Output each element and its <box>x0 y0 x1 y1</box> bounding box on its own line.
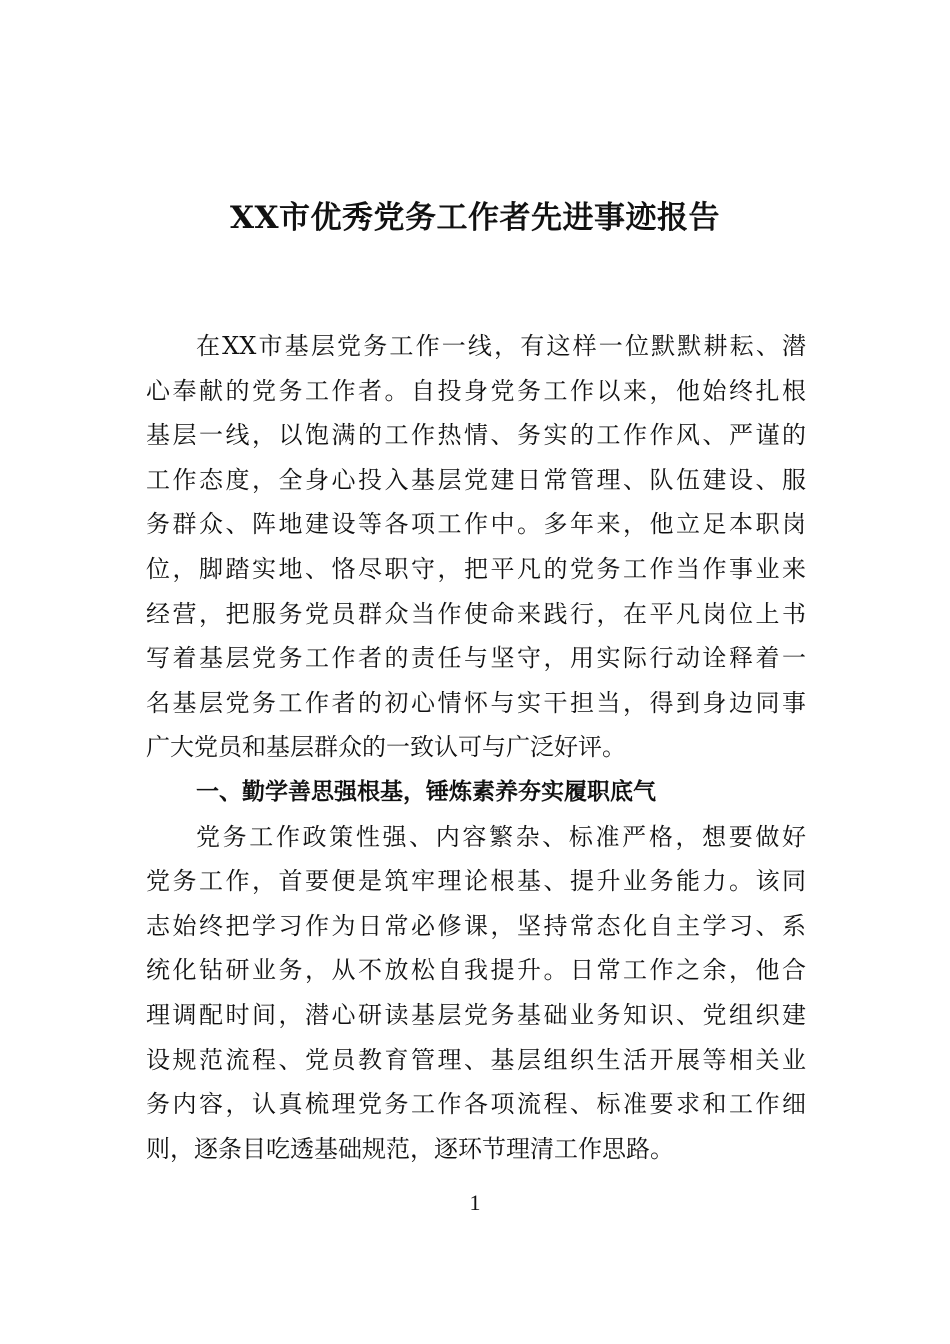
paragraph-line: 在XX市基层党务工作一线，有这样一位默默耕耘、潜 <box>196 332 806 360</box>
paragraph-line: 心奉献的党务工作者。自投身党务工作以来，他始终扎根 <box>146 376 806 405</box>
paragraph-line: 写着基层党务工作者的责任与坚守，用实际行动诠释着一 <box>146 644 806 673</box>
paragraph-line: 党务工作，首要便是筑牢理论根基、提升业务能力。该同 <box>146 867 806 896</box>
page-number: 1 <box>469 1190 481 1215</box>
paragraph-line: 经营，把服务党员群众当作使命来践行，在平凡岗位上书 <box>146 599 806 628</box>
paragraph-line: 位，脚踏实地、恪尽职守，把平凡的党务工作当作事业来 <box>146 554 806 583</box>
paragraph-line: 广大党员和基层群众的一致认可与广泛好评。 <box>146 733 626 762</box>
paragraph-line: 名基层党务工作者的初心情怀与实干担当，得到身边同事 <box>146 688 806 717</box>
intro-paragraph <box>146 324 806 770</box>
paragraph-line: 务内容，认真梳理党务工作各项流程、标准要求和工作细 <box>146 1090 806 1119</box>
paragraph-line: 工作态度，全身心投入基层党建日常管理、队伍建设、服 <box>146 465 806 494</box>
paragraph-line: 设规范流程、党员教育管理、基层组织生活开展等相关业 <box>146 1045 806 1074</box>
document-title: XX市优秀党务工作者先进事迹报告 <box>229 200 721 236</box>
document-body <box>146 324 806 1171</box>
paragraph-line: 志始终把学习作为日常必修课，坚持常态化自主学习、系 <box>146 911 806 940</box>
paragraph-line: 务群众、阵地建设等各项工作中。多年来，他立足本职岗 <box>146 510 806 539</box>
paragraph-line: 党务工作政策性强、内容繁杂、标准严格，想要做好 <box>196 822 806 851</box>
paragraph-line: 则，逐条目吃透基础规范，逐环节理清工作思路。 <box>146 1134 674 1163</box>
section-heading: 一、勤学善思强根基，锤炼素养夯实履职底气 <box>196 778 656 805</box>
paragraph-line: 基层一线，以饱满的工作热情、务实的工作作风、严谨的 <box>146 421 806 450</box>
paragraph-line: 统化钻研业务，从不放松自我提升。日常工作之余，他合 <box>146 956 806 985</box>
section-paragraph <box>146 815 806 1172</box>
paragraph-line: 理调配时间，潜心研读基层党务基础业务知识、党组织建 <box>146 1000 806 1029</box>
